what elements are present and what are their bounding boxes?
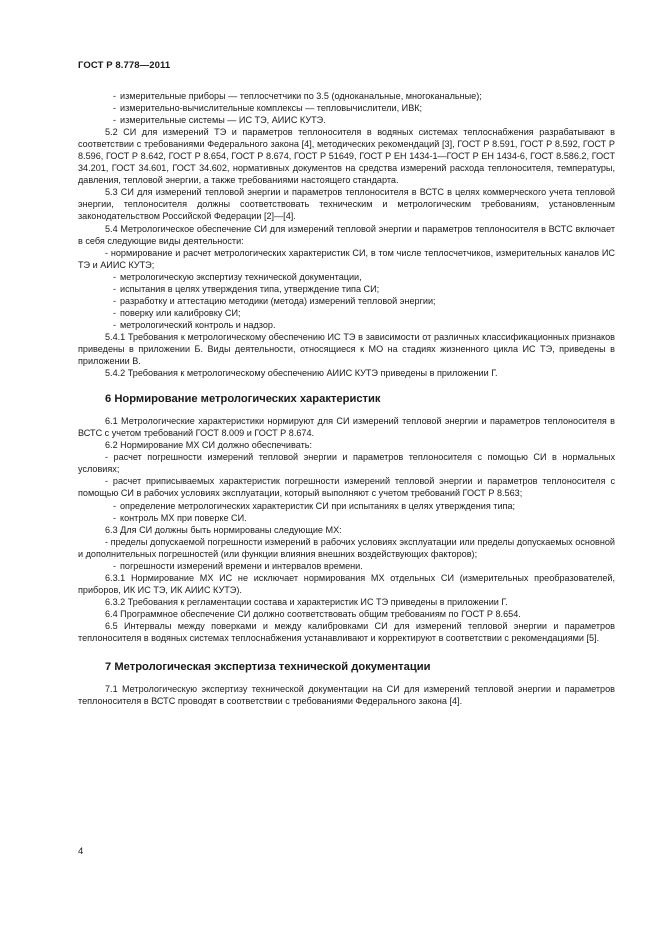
list-dash: -	[112, 103, 116, 114]
paragraph: 6.3 Для СИ должны быть нормированы следующие МХ:	[105, 524, 342, 535]
list-item	[78, 271, 615, 283]
paragraph: 6.3.1 Нормирование МХ ИС не исключает нормирования МХ отдельных СИ (измерительных преобразователей, приборов, ИК ИС ТЭ, ИК АИИС КУТЭ).	[78, 572, 615, 595]
list-item	[78, 512, 615, 524]
list-dash: -	[112, 115, 116, 126]
list-dash: -	[112, 91, 116, 101]
list-item: - нормирование и расчет метрологических характеристик СИ, в том числе теплосчетчиков, измерительных каналов ИС ТЭ и АИИС КУТЭ;	[78, 247, 615, 270]
section-6-heading: 6 Нормирование метрологических характеристик	[105, 393, 381, 406]
paragraph: 5.4.2 Требования к метрологическому обеспечению АИИС КУТЭ приведены в приложении Г.	[105, 368, 498, 379]
list-item-text: метрологическую экспертизу технической документации,	[120, 271, 362, 282]
list-item: - пределы допускаемой погрешности измерений в рабочих условиях эксплуатации или пределы допускаемых основной и дополнительных погрешностей (или функции влияния внешних воздействующих факторов);	[78, 536, 615, 559]
list-dash: -	[112, 560, 116, 571]
list-item-text: контроль МХ при поверке СИ.	[120, 512, 247, 523]
paragraph: 7.1 Метрологическую экспертизу технической документации на СИ для измерений тепловой энергии и параметров теплоносителя в ВСТС проводят в соответствии с требованиями Федерального закона [4].	[78, 684, 615, 707]
list-dash: -	[112, 319, 116, 330]
page-number: 4	[78, 846, 84, 857]
list-item-text: измерительные приборы — теплосчетчики по 3.5 (одноканальные, многоканальные);	[120, 91, 482, 101]
list-item	[78, 307, 615, 319]
list-item	[78, 500, 615, 512]
list-item-text: определение метрологических характеристик СИ при испытаниях в целях утверждения типа;	[120, 500, 516, 511]
list-dash: -	[112, 283, 116, 294]
section6-body	[78, 415, 615, 644]
list-item-text: измерительные системы — ИС ТЭ, АИИС КУТЭ.	[120, 115, 326, 126]
list-dash: -	[112, 295, 116, 306]
list-item: - расчет приписываемых характеристик погрешности измерений тепловой энергии и параметров теплоносителя с помощью СИ в рабочих условиях эксплуатации, который выполняют с учетом требований ГОСТ Р 8.563;	[78, 476, 615, 499]
list-item	[78, 114, 615, 126]
list-item-text: измерительно-вычислительные комплексы — тепловычислители, ИВК;	[120, 103, 423, 114]
paragraph: 6.2 Нормирование МХ СИ должно обеспечивать:	[105, 440, 313, 451]
list-dash: -	[112, 307, 116, 318]
paragraph: 5.4 Метрологическое обеспечение СИ для измерений тепловой энергии и параметров теплоносителя в ВСТС включает в себя следующие виды деятельности:	[78, 223, 615, 246]
list-dash: -	[112, 271, 116, 282]
list-item-text: метрологический контроль и надзор.	[120, 319, 276, 330]
document-header: ГОСТ Р 8.778—2011	[78, 60, 171, 71]
list-item	[78, 283, 615, 295]
paragraph: 6.5 Интервалы между поверками и между калибровками СИ для измерений тепловой энергии и параметров теплоносителя в водяных системах теплоснабжения устанавливают и корректируют в соответствии с рекомендациями [5].	[78, 620, 615, 644]
list-item	[78, 90, 615, 102]
list-item	[78, 319, 615, 331]
list-dash: -	[112, 500, 116, 511]
list-item	[78, 295, 615, 307]
paragraph: 6.4 Программное обеспечение СИ должно соответствовать общим требованиям по ГОСТ Р 8.654.	[105, 608, 521, 619]
list-item-text: испытания в целях утверждения типа, утверждение типа СИ;	[120, 283, 380, 294]
list-dash: -	[112, 512, 116, 523]
section7-body	[78, 683, 615, 707]
list-item-text: поверку или калибровку СИ;	[120, 307, 241, 318]
list-item: - расчет погрешности измерений тепловой энергии и параметров теплоносителя с помощью СИ в нормальных условиях;	[78, 452, 615, 475]
list-item	[78, 560, 615, 572]
section5-continuation	[78, 90, 615, 379]
paragraph: 6.3.2 Требования к регламентации состава и характеристик ИС ТЭ приведены в приложении Г.	[105, 596, 508, 607]
paragraph: 6.1 Метрологические характеристики нормируют для СИ измерений тепловой энергии и параметров теплоносителя в ВСТС с учетом требований ГОСТ 8.009 и ГОСТ Р 8.674.	[78, 416, 615, 439]
list-item	[78, 102, 615, 114]
list-item-text: погрешности измерений времени и интервалов времени.	[120, 560, 363, 571]
paragraph: 5.3 СИ для измерений тепловой энергии и параметров теплоносителя в ВСТС в целях коммерческого учета тепловой энергии, теплоносителя должны соответствовать техническим и метрологическим требованиям, установленным законодательством Российской Федерации [2]—[4].	[78, 187, 615, 222]
document-body	[78, 90, 615, 707]
paragraph: 5.2 СИ для измерений ТЭ и параметров теплоносителя в водяных системах теплоснабжения разрабатывают в соответствии с требованиями Федерального закона [4], методических рекомендаций [3], ГОСТ Р 8.591, ГОСТ Р 8.592, ГОСТ Р 8.596, ГОСТ Р 8.642, ГОСТ Р 8.654, ГОСТ Р 8.674, ГОСТ Р 51649, ГОСТ Р ЕН 1434-1—ГОСТ Р ЕН 1434-6, ГОСТ 8.586.2, ГОСТ 34.201, ГОСТ 34.601, ГОСТ 34.602, нормативных документов на средства измерений расхода теплоносителя, температуры, давления, тепловой энергии, а также требованиями настоящего стандарта.	[78, 127, 615, 186]
paragraph: 5.4.1 Требования к метрологическому обеспечению ИС ТЭ в зависимости от различных классификационных признаков приведены в приложении Б. Виды деятельности, относящиеся к МО на стадиях жизненного цикла ИС ТЭ, приведены в приложении В.	[78, 331, 615, 367]
section-7-heading: 7 Метрологическая экспертиза технической документации	[105, 661, 431, 674]
list-item-text: разработку и аттестацию методики (метода) измерений тепловой энергии;	[120, 295, 436, 306]
